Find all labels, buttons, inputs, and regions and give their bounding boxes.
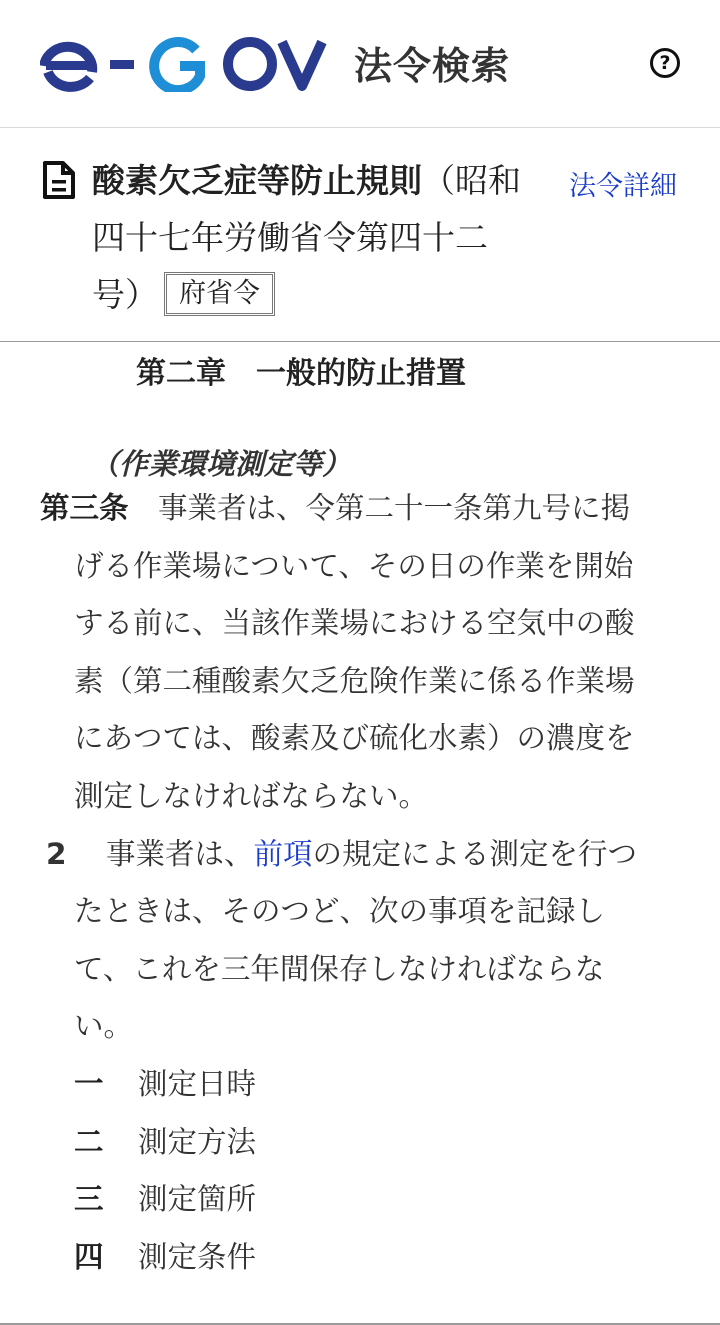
paragraph-2-lead: 事業者は、 (106, 836, 254, 871)
help-icon[interactable]: ? (650, 48, 680, 78)
law-body (0, 342, 720, 1325)
document-icon (42, 160, 76, 200)
paragraph-2-text: の規定による測定を行つたときは、そのつど、次の事項を記録して、これを三年間保存しなければならない。 (74, 836, 638, 1044)
law-detail-link[interactable]: 法令詳細 (569, 171, 677, 202)
law-name: 酸素欠乏症等防止規則 (92, 161, 422, 200)
item-text: 測定条件 (138, 1239, 257, 1274)
law-title-bar (0, 128, 720, 342)
law-title (92, 152, 532, 323)
paragraph-number: 2 (46, 836, 67, 871)
article-number: 第三条 (40, 491, 129, 525)
item-text: 測定箇所 (138, 1182, 257, 1217)
previous-paragraph-link[interactable]: 前項 (253, 836, 313, 871)
item-text: 測定日時 (138, 1066, 257, 1101)
list-item (74, 1114, 640, 1172)
law-number: （昭和四十七年労働省令第四十二号） (92, 161, 521, 314)
list-item (74, 1171, 640, 1229)
e-gov-logo[interactable] (40, 36, 330, 92)
chapter-heading: 第二章 一般的防止措置 (136, 356, 466, 391)
item-number: 一 (74, 1066, 104, 1101)
list-item (74, 1229, 640, 1287)
article-3 (40, 480, 640, 1286)
paragraph-1 (40, 480, 640, 826)
app-header (0, 0, 720, 128)
list-item (74, 1056, 640, 1114)
item-number: 三 (74, 1182, 104, 1217)
paragraph-2 (40, 826, 640, 1056)
item-text: 測定方法 (138, 1124, 257, 1159)
article-caption: （作業環境測定等） (90, 447, 352, 481)
site-title: 法令検索 (354, 44, 511, 88)
paragraph-1-text: 事業者は、令第二十一条第九号に掲げる作業場について、その日の作業を開始する前に、当該作業場における空気中の酸素（第二種酸素欠乏危険作業に係る作業場にあつては、酸素及び硫化水素）の濃度を測定しなければならない。 (74, 491, 635, 813)
law-type-badge: 府省令 (164, 272, 275, 316)
item-number: 二 (74, 1124, 104, 1159)
item-number: 四 (74, 1239, 104, 1274)
item-list (40, 1056, 640, 1286)
